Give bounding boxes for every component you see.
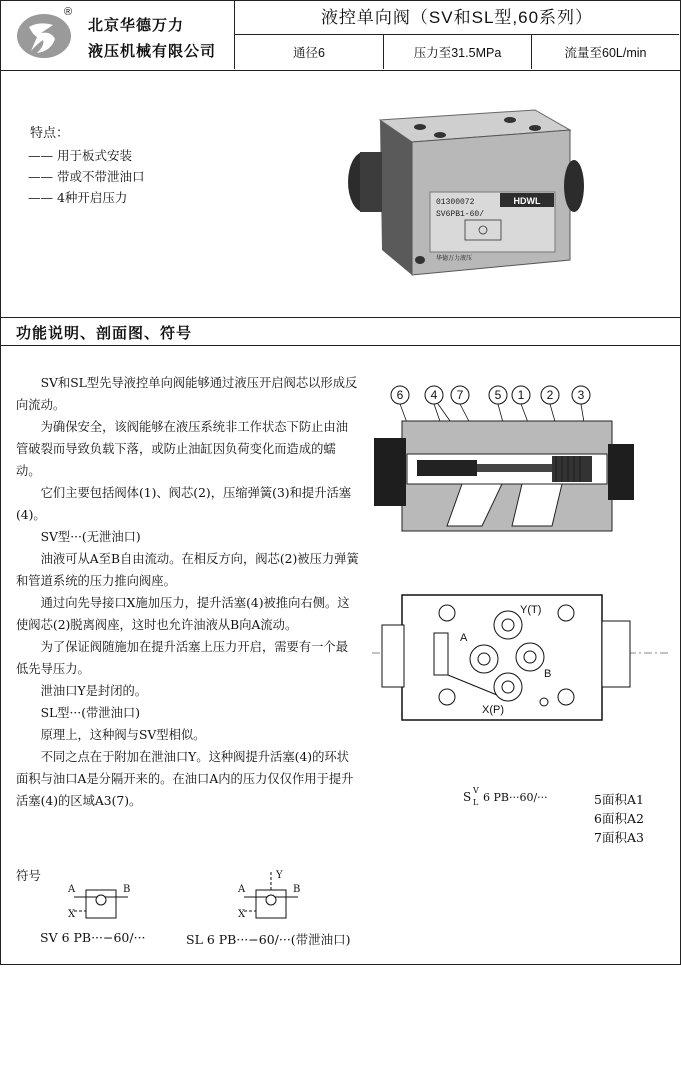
- callout-5: 5: [494, 388, 502, 402]
- model-s: S: [463, 790, 472, 804]
- sv-port-a: A: [68, 884, 76, 895]
- callout-2: 2: [546, 388, 554, 402]
- port-a-label: A: [460, 632, 468, 644]
- sl-port-y: Y: [276, 870, 283, 881]
- valve-section-drawing: [372, 376, 672, 546]
- area-label-a2: 6面积A2: [594, 811, 644, 826]
- page-title: 液控单向阀（SV和SL型,60系列）: [235, 1, 679, 35]
- area-label-a3: 7面积A3: [594, 830, 644, 845]
- paragraph: 泄油口Y是封闭的。: [40, 684, 148, 698]
- section-title: 功能说明、剖面图、符号: [16, 325, 193, 342]
- paragraph: SV和SL型先导液控单向阀能够通过液压开启阀芯以形成反向流动。: [16, 376, 358, 412]
- model-rest: 6 PB···60/···: [483, 791, 548, 804]
- sv-caption: SV 6 PB···−60/···: [40, 930, 146, 945]
- valve-photo: [340, 100, 585, 290]
- spec-flow: 流量至60L/min: [564, 46, 647, 60]
- area-label-a1: 5面积A1: [594, 792, 644, 807]
- company-name-line2: 液压机械有限公司: [88, 43, 217, 60]
- features-title: 特点：: [30, 126, 70, 141]
- section-divider-top: [0, 317, 680, 318]
- spec-size: 通径6: [235, 35, 384, 69]
- paragraph: 油液可从A至B自由流动。在相反方向，阀芯(2)被压力弹簧和管道系统的压力推向阀座。: [16, 552, 359, 588]
- paragraph: SV型···(无泄油口): [40, 530, 141, 544]
- model-l: L: [473, 798, 479, 807]
- feature-item: —— 用于板式安装: [28, 148, 132, 163]
- callout-3: 3: [577, 388, 585, 402]
- paragraph: 不同之点在于附加在泄油口Y。这种阀提升活塞(4)的环状面积与油口A是分隔开来的。在油口A内的压力仅仅作用于提升活塞(4)的区域A3(7)。: [16, 750, 354, 808]
- sv-port-x: X: [68, 909, 76, 920]
- callout-6: 6: [396, 388, 404, 402]
- paragraph: 原理上，这种阀与SV型相似。: [40, 728, 206, 742]
- model-code: [455, 783, 575, 813]
- sv-port-b: B: [123, 884, 131, 895]
- port-y-label: Y(T): [520, 604, 542, 616]
- valve-port-drawing: [372, 585, 672, 725]
- registered-mark: ®: [64, 6, 73, 18]
- callout-7: 7: [456, 388, 464, 402]
- header-divider: [0, 70, 680, 71]
- feature-item: —— 4种开启压力: [28, 190, 128, 205]
- paragraph: 通过向先导接口X施加压力，提升活塞(4)被推向右侧。这使阀芯(2)脱离阀座，这时也允许油液从B向A流动。: [16, 596, 350, 632]
- sl-port-x: X: [238, 909, 246, 920]
- spec-pressure: 压力至31.5MPa: [384, 35, 532, 69]
- sl-symbol: [230, 866, 330, 930]
- description-text: [16, 372, 360, 812]
- plate-model: SV6PB1-60/: [436, 210, 485, 219]
- plate-code: 01300072: [436, 198, 475, 207]
- paragraph: SL型···(带泄油口): [40, 706, 140, 720]
- maker-label: 华德万力液压: [436, 255, 473, 262]
- feature-item: —— 带或不带泄油口: [28, 169, 145, 184]
- sl-port-b: B: [293, 884, 301, 895]
- port-b-label: B: [544, 668, 552, 680]
- sv-symbol: [60, 870, 160, 930]
- callout-1: 1: [517, 388, 525, 402]
- paragraph: 它们主要包括阀体(1)、阀芯(2)，压缩弹簧(3)和提升活塞(4)。: [16, 486, 352, 522]
- company-logo-icon: [15, 11, 73, 61]
- port-x-label: X(P): [482, 704, 504, 716]
- company-name-line1: 北京华德万力: [88, 17, 185, 34]
- brand-label: HDWL: [513, 196, 541, 206]
- sl-port-a: A: [238, 884, 246, 895]
- section-divider-bottom: [0, 345, 680, 346]
- paragraph: 为确保安全，该阀能够在液压系统非工作状态下防止由油管破裂而导致负载下落，或防止油缸因负荷变化而造成的蠕动。: [16, 420, 349, 478]
- symbol-label: 符号: [16, 868, 42, 883]
- sl-caption: SL 6 PB···−60/···(带泄油口): [186, 932, 351, 947]
- callout-4: 4: [430, 388, 438, 402]
- paragraph: 为了保证阀随施加在提升活塞上压力开启，需要有一个最低先导压力。: [16, 640, 349, 676]
- model-v: V: [473, 786, 479, 795]
